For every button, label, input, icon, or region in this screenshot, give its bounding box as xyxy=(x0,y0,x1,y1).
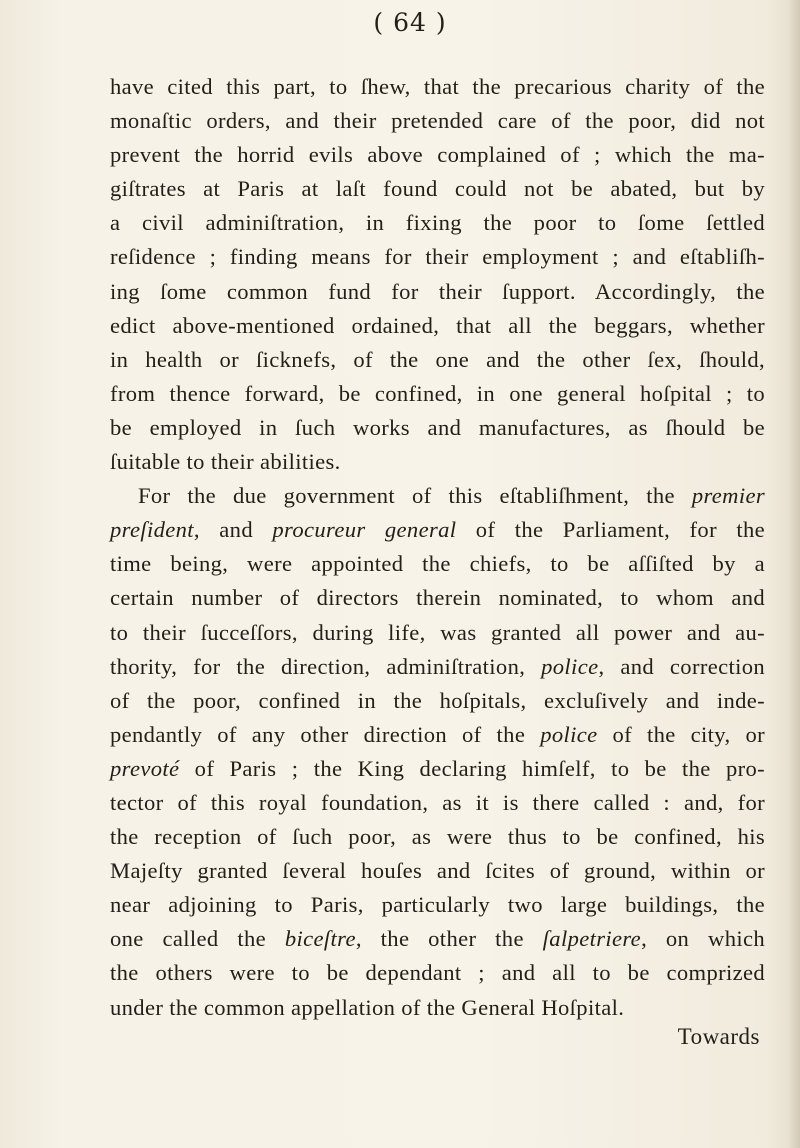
text-run: under the common appellation of the General Hoſpital. xyxy=(110,994,625,1020)
text-line xyxy=(110,854,765,888)
text-run: prevent the horrid evils above complained of ; which the ma- xyxy=(110,142,765,168)
text-line xyxy=(110,991,765,1025)
text-line xyxy=(110,547,765,581)
text-run: , on which xyxy=(641,926,765,952)
text-line xyxy=(110,172,765,206)
text-run: of the Parliament, for the xyxy=(456,517,766,543)
text-line xyxy=(110,275,765,309)
text-run: tector of this royal foundation, as it is there called : and, for xyxy=(110,789,765,815)
italic-text: preſident xyxy=(110,517,194,543)
text-line xyxy=(110,684,765,718)
italic-text: prevoté xyxy=(110,755,180,781)
text-run: to their ſucceſſors, during life, was granted all power and au- xyxy=(110,619,765,645)
text-line xyxy=(110,70,765,104)
text-line xyxy=(110,343,765,377)
text-run: from thence forward, be confined, in one general hoſpital ; to xyxy=(110,380,765,406)
text-line xyxy=(110,786,765,820)
text-run: ing ſome common fund for their ſupport. Accordingly, the xyxy=(110,278,765,304)
text-line xyxy=(110,922,765,956)
text-line xyxy=(110,206,765,240)
text-run: reſidence ; finding means for their employment ; and eſtabliſh- xyxy=(110,244,765,270)
text-run: be employed in ſuch works and manufactures, as ſhould be xyxy=(110,414,765,440)
text-run: a civil adminiſtration, in fixing the poor to ſome ſettled xyxy=(110,210,765,236)
text-line xyxy=(110,888,765,922)
text-line xyxy=(110,445,765,479)
italic-text: biceſtre xyxy=(284,926,356,952)
text-run: of Paris ; the King declaring himſelf, to be the pro- xyxy=(179,755,765,781)
text-run: the reception of ſuch poor, as were thus to be confined, his xyxy=(110,824,765,850)
text-run: Majeſty granted ſeveral houſes and ſcites of ground, within or xyxy=(110,858,765,884)
text-run: time being, were appointed the chiefs, to be aſſiſted by a xyxy=(110,551,765,577)
text-line xyxy=(110,104,765,138)
text-run: monaſtic orders, and their pretended care of the poor, did not xyxy=(110,108,765,134)
text-run: in health or ſicknefs, of the one and the other ſex, ſhould, xyxy=(110,346,765,372)
text-run: have cited this part, to ſhew, that the precarious charity of the xyxy=(110,74,765,99)
text-line xyxy=(110,752,765,786)
text-run: one called the xyxy=(110,926,285,952)
italic-text: police xyxy=(540,721,598,747)
italic-text: ſalpetriere xyxy=(542,926,642,952)
text-run: near adjoining to Paris, particularly two large buildings, the xyxy=(110,892,765,918)
italic-text: procureur general xyxy=(272,517,457,543)
italic-text: premier xyxy=(691,483,765,509)
italic-text: police xyxy=(541,653,599,679)
text-run: pendantly of any other direction of the xyxy=(110,721,541,747)
text-run: thority, for the direction, adminiſtration, xyxy=(110,653,542,679)
text-run: ſuitable to their abilities. xyxy=(110,449,341,475)
body-text xyxy=(110,70,765,1025)
text-line xyxy=(110,377,765,411)
text-line xyxy=(110,309,765,343)
text-run: of the poor, confined in the hoſpitals, excluſively and inde- xyxy=(110,687,765,713)
text-run: the others were to be dependant ; and all to be comprized xyxy=(110,960,765,986)
text-run: , the other the xyxy=(355,926,543,952)
catchword: Towards xyxy=(677,1024,760,1049)
text-line xyxy=(110,513,765,547)
text-line xyxy=(110,956,765,990)
text-run: For the due government of this eſtabliſhment, the xyxy=(138,483,692,509)
text-line xyxy=(110,138,765,172)
text-line xyxy=(110,240,765,274)
text-line xyxy=(110,650,765,684)
text-line xyxy=(110,820,765,854)
text-run: , and xyxy=(193,517,273,543)
text-run: of the city, or xyxy=(597,721,765,747)
text-line xyxy=(110,411,765,445)
text-line xyxy=(110,581,765,615)
text-line xyxy=(110,718,765,752)
text-run: edict above-mentioned ordained, that all the beggars, whether xyxy=(110,312,765,338)
text-run: , and correction xyxy=(598,653,766,679)
text-run: giſtrates at Paris at laſt found could not be abated, but by xyxy=(110,176,765,202)
text-line xyxy=(110,616,765,650)
page-edge-shadow xyxy=(788,0,800,1148)
page-number: ( 64 ) xyxy=(373,8,447,37)
text-run: certain number of directors therein nominated, to whom and xyxy=(110,585,765,611)
text-line xyxy=(110,479,765,513)
